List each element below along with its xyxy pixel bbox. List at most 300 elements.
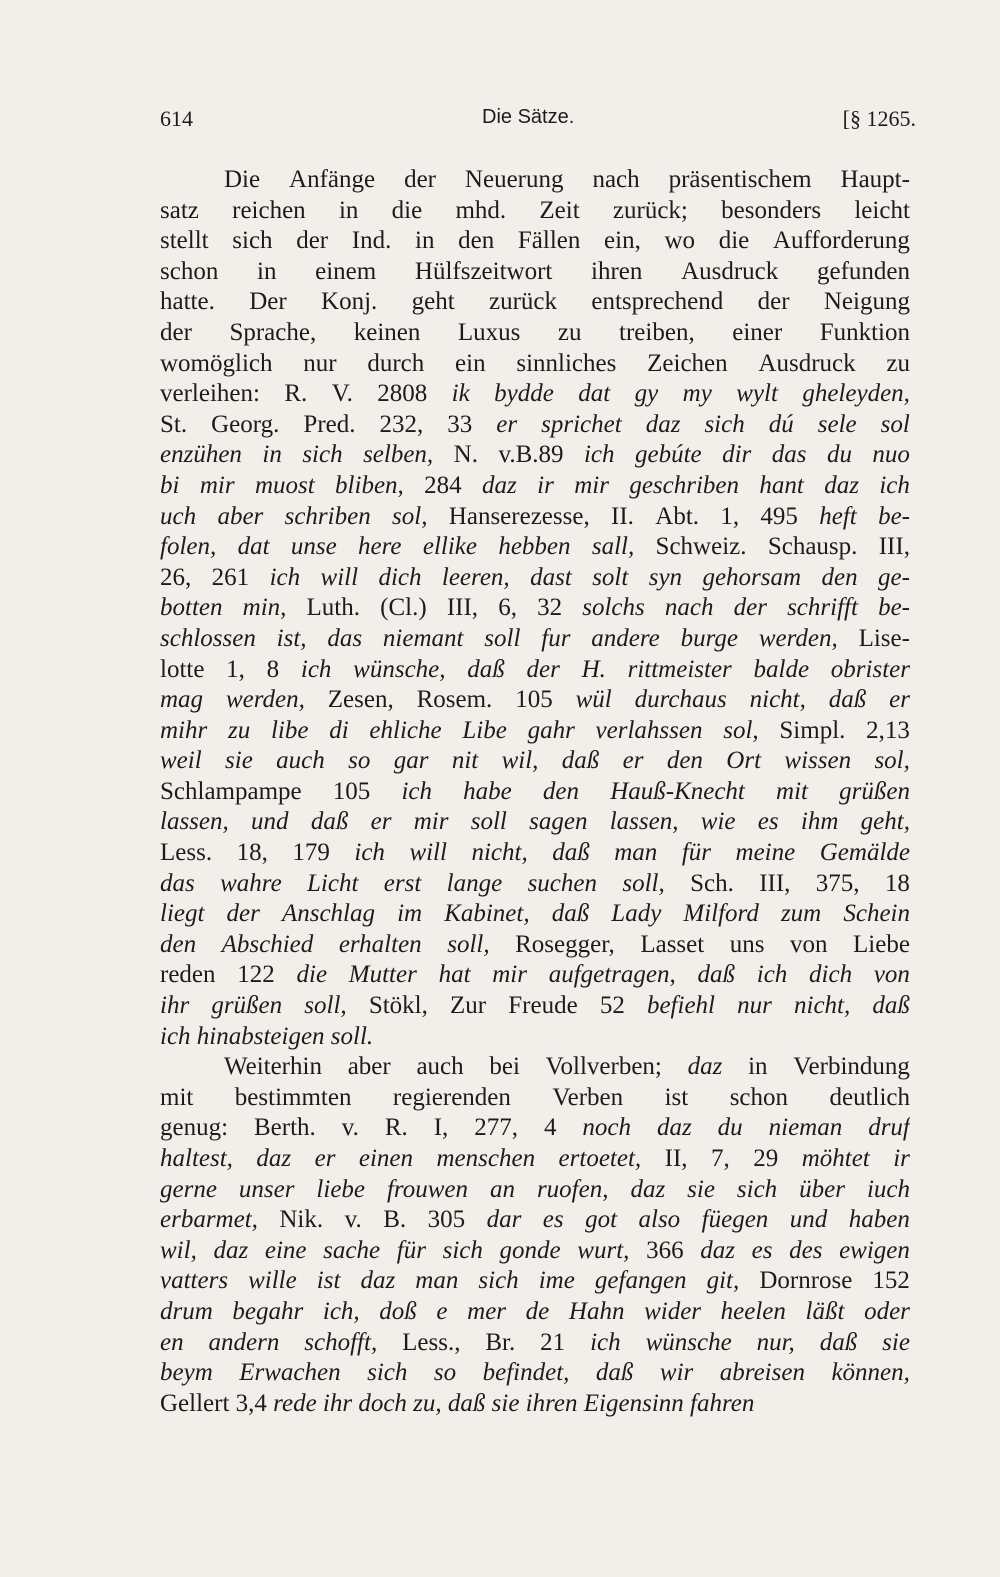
citation-word: ime — [538, 1267, 575, 1295]
word: Lasset — [640, 930, 705, 958]
citation-word: die — [296, 961, 328, 989]
citation-word: ich — [354, 839, 385, 867]
citation-word: daß — [552, 839, 590, 867]
citation-word: ist — [316, 1267, 341, 1295]
citation-word: soll, — [447, 930, 490, 958]
citation-word: frouwen — [386, 1175, 469, 1203]
citation-word: den — [160, 930, 197, 958]
citation-word: weil — [160, 747, 202, 775]
citation-word: daß — [551, 900, 590, 928]
word: zurück — [489, 288, 558, 316]
citation-word: befindet, — [482, 1359, 570, 1387]
citation-word: habe — [463, 777, 512, 805]
word: 366 — [646, 1236, 684, 1264]
word: Sprache, — [229, 318, 317, 346]
citation-word: dat — [578, 380, 611, 408]
citation-word: daz — [213, 1236, 249, 1264]
citation-word: gerne — [160, 1175, 217, 1203]
citation-word: soll, — [622, 869, 665, 897]
text-line — [160, 1266, 910, 1297]
citation-word: heelen — [720, 1297, 786, 1325]
citation-word: fur — [541, 624, 571, 652]
citation-word: soll — [470, 808, 507, 836]
text-line — [160, 624, 910, 655]
word: 2,13 — [866, 716, 910, 744]
citation-word: wir — [659, 1359, 694, 1387]
word: Anfänge — [289, 166, 376, 193]
citation-quote: rede ihr doch zu, daß sie ihren Eigensinn fahren — [273, 1389, 755, 1417]
citation-word: so — [348, 747, 371, 775]
text-line — [160, 440, 910, 471]
citation-word: sie — [225, 747, 253, 775]
word: 232, — [379, 410, 424, 438]
citation-word: füegen — [701, 1206, 769, 1234]
citation-word: wissen — [784, 747, 852, 775]
citation-word: hebben — [498, 533, 571, 561]
word: 18 — [884, 869, 910, 897]
citation-word: daz — [256, 1145, 292, 1172]
citation-word: es — [757, 808, 779, 836]
paragraph — [160, 165, 910, 1052]
text-line — [160, 899, 910, 930]
word: 284 — [424, 471, 462, 499]
word: St. — [160, 410, 188, 438]
citation-word: daz — [656, 1114, 692, 1142]
citation-word: ruofen, — [536, 1175, 609, 1203]
word: mit — [160, 1083, 194, 1111]
citation-word: begahr — [232, 1297, 304, 1325]
citation-word: hant — [759, 471, 804, 499]
citation-word: daz — [645, 410, 681, 438]
citation-word: wil, — [160, 1236, 197, 1264]
citation-word: von — [873, 961, 910, 989]
word: R. — [284, 380, 308, 408]
citation-word: andern — [208, 1328, 280, 1356]
word: Zesen, — [327, 686, 394, 714]
word: präsentischem — [668, 166, 812, 193]
citation-word: gonde — [499, 1236, 561, 1264]
citation-word: an — [489, 1175, 515, 1203]
word: durch — [367, 349, 425, 377]
citation-word: solchs — [582, 594, 645, 622]
word: Abt. — [655, 502, 700, 530]
citation-word: er — [314, 1145, 336, 1172]
citation-word: menschen — [436, 1145, 536, 1172]
word: ihren — [591, 257, 643, 285]
citation-word: gefangen — [594, 1267, 687, 1295]
citation-word: hat — [438, 961, 471, 989]
citation-word: ich, — [322, 1297, 360, 1325]
citation-word: so — [433, 1359, 457, 1387]
word: 29 — [753, 1145, 779, 1172]
citation-word: also — [638, 1206, 681, 1234]
citation-word: daß — [828, 686, 867, 714]
citation-word: sol — [880, 410, 910, 438]
citation-word: man — [415, 1267, 459, 1295]
word: uns — [729, 930, 765, 958]
word: 1, — [720, 502, 740, 530]
citation-word: es — [542, 1206, 564, 1234]
word: die — [391, 196, 423, 224]
citation-word: zum — [780, 900, 822, 928]
citation-word: gar — [393, 747, 429, 775]
citation-word: der — [526, 655, 560, 683]
word: hatte. — [160, 288, 215, 316]
word: Rosem. — [416, 686, 493, 714]
word: Verbindung — [793, 1053, 910, 1081]
citation-word: schriben — [284, 502, 371, 530]
citation-word: ik — [451, 380, 470, 408]
citation-word: ich — [590, 1328, 621, 1356]
text-line — [160, 410, 910, 441]
citation-word: my — [682, 380, 712, 408]
word: 105 — [515, 686, 553, 714]
word: Simpl. — [779, 716, 846, 744]
citation-word: Milford — [683, 900, 759, 928]
word: 122 — [237, 961, 275, 989]
citation-word: min, — [242, 594, 287, 622]
citation-word: Abschied — [221, 930, 314, 958]
text-line — [160, 532, 910, 563]
text-line — [160, 1083, 910, 1114]
citation-word: für — [396, 1236, 426, 1264]
citation-word: daß — [467, 655, 505, 683]
word: 8 — [266, 655, 280, 683]
citation-word: mir — [413, 808, 449, 836]
citation-word: das — [327, 624, 363, 652]
citation-word: dat — [237, 533, 270, 561]
citation-word: iuch — [866, 1175, 910, 1203]
citation-word: sich — [442, 1236, 483, 1264]
page-body — [160, 165, 910, 1419]
text-line — [160, 287, 910, 318]
word: in — [257, 257, 277, 285]
word: Schlampampe — [160, 777, 302, 805]
word: Die — [224, 166, 261, 193]
word: ist — [664, 1083, 689, 1111]
running-title: Die Sätze. — [482, 106, 575, 128]
word: in — [415, 227, 435, 255]
text-line — [160, 318, 910, 349]
word: Konj. — [321, 288, 378, 316]
citation-word: ich — [879, 471, 910, 499]
citation-word: dú — [768, 410, 794, 438]
word: in — [748, 1053, 768, 1081]
citation-word: zu — [227, 716, 251, 744]
citation-word: möhtet — [801, 1145, 870, 1172]
citation-word: suchen — [527, 869, 597, 897]
citation-word: nicht, — [471, 839, 528, 867]
word: Pred. — [303, 410, 356, 438]
word: Ausdruck — [681, 257, 779, 285]
citation-word: solt — [592, 563, 629, 591]
citation-word: schrifft — [787, 594, 858, 622]
word: zu — [557, 318, 582, 346]
word: 277, — [474, 1114, 519, 1142]
citation-word: haben — [848, 1206, 910, 1234]
word: der — [296, 227, 329, 255]
word: ein, — [604, 227, 641, 255]
citation-word: eine — [264, 1236, 307, 1264]
citation-word: daß — [561, 747, 600, 775]
citation-word: unser — [238, 1175, 295, 1203]
citation-word: gebúte — [634, 441, 702, 469]
citation-word: ihr — [160, 992, 190, 1020]
word: 105 — [332, 777, 371, 805]
text-line — [160, 1328, 910, 1359]
citation-word: wünsche, — [353, 655, 446, 683]
word: mhd. — [455, 196, 507, 224]
citation-word: daß — [595, 1359, 634, 1387]
word: bei — [489, 1053, 520, 1081]
word: 495 — [760, 502, 798, 530]
text-line — [160, 349, 910, 380]
word: deutlich — [829, 1083, 910, 1111]
page-header — [160, 106, 916, 136]
citation-word: Libe — [462, 716, 507, 744]
word: 7, — [711, 1145, 730, 1172]
word: zurück; — [612, 196, 688, 224]
word: 18, — [236, 839, 268, 867]
citation-word: ehliche — [369, 716, 442, 744]
word: Nik. — [279, 1206, 324, 1234]
citation-word: nur, — [756, 1328, 795, 1356]
citation-word: einen — [358, 1145, 414, 1172]
word: I, — [433, 1114, 449, 1142]
citation-word: gahr — [527, 716, 575, 744]
citation-word: aufgetragen, — [548, 961, 676, 989]
section-number: [§ 1265. — [842, 106, 916, 131]
citation-word: werden, — [758, 624, 838, 652]
citation-word: ich — [401, 777, 432, 805]
citation-word: Hahn — [568, 1297, 625, 1325]
word: Georg. — [211, 410, 280, 438]
citation-word: sich — [302, 441, 343, 469]
word: in — [338, 196, 359, 224]
citation-word: es — [751, 1236, 773, 1264]
text-line — [160, 716, 910, 747]
citation-word: man — [614, 839, 658, 867]
citation-word: lassen, — [609, 808, 679, 836]
word: Funktion — [819, 318, 910, 346]
word: schon — [160, 257, 219, 285]
citation-word: nicht, — [749, 686, 806, 714]
citation-word: gy — [634, 380, 659, 408]
word: geht — [411, 288, 455, 316]
citation-word: daz — [360, 1267, 396, 1295]
citation-word: Kabinet, — [444, 900, 530, 928]
citation-word: der — [733, 594, 767, 622]
word: 1, — [226, 655, 245, 683]
citation-word: daß — [872, 992, 910, 1020]
citation-word: e — [436, 1297, 448, 1325]
citation-word: du — [826, 441, 852, 469]
text-line — [160, 257, 910, 288]
citation-word: abreisen — [719, 1359, 805, 1387]
citation-word: können, — [831, 1359, 910, 1387]
citation-word: sol, — [723, 716, 759, 744]
citation-word: mir — [574, 471, 609, 499]
citation-word: Licht — [307, 869, 359, 897]
word: 305 — [427, 1206, 466, 1234]
citation-word: lange — [446, 869, 503, 897]
word: III, — [759, 869, 791, 897]
citation-word: haltest, — [160, 1145, 233, 1172]
word: v. — [344, 1206, 362, 1234]
citation-word: im — [397, 900, 423, 928]
word: Weiterhin — [224, 1053, 322, 1081]
citation-word: daß — [819, 1328, 858, 1356]
citation-word: wie — [700, 808, 736, 836]
citation-word: vatters — [160, 1267, 229, 1295]
citation-word: dir — [722, 441, 752, 469]
citation-word: dar — [486, 1206, 522, 1234]
citation-word: er — [496, 410, 518, 438]
citation-word: geschriben — [629, 471, 740, 499]
citation-word: Lady — [611, 900, 662, 928]
citation-word: nieman — [768, 1114, 843, 1142]
citation-word: be- — [878, 502, 910, 530]
word: Ausdruck — [758, 349, 856, 377]
citation-word: er — [889, 686, 910, 714]
word: aber — [347, 1053, 391, 1081]
citation-word: den — [542, 777, 580, 805]
word: Berth. — [254, 1114, 316, 1142]
word: Rosegger, — [515, 930, 615, 958]
citation-word: beym — [160, 1359, 213, 1387]
text-line — [160, 1175, 910, 1206]
word: keinen — [353, 318, 421, 346]
citation-word: wurt, — [577, 1236, 630, 1264]
citation-word: ewigen — [839, 1236, 910, 1264]
citation-word: will — [409, 839, 447, 867]
word: III, — [878, 533, 910, 561]
word: lotte — [160, 655, 205, 683]
text-line — [160, 1358, 910, 1389]
citation-word: sol, — [874, 747, 910, 775]
citation-word: schlossen — [160, 624, 256, 652]
citation-word: ich — [756, 961, 788, 989]
citation-word: liegt — [160, 900, 205, 928]
word: 6, — [498, 594, 517, 622]
word: Haupt- — [840, 166, 910, 193]
word: nach — [592, 166, 640, 193]
citation-word: nur — [737, 992, 772, 1020]
citation-word: sie — [687, 1175, 715, 1203]
citation-word: er — [622, 747, 644, 775]
citation-word: gehorsam — [702, 563, 802, 591]
citation-word: und — [789, 1206, 828, 1234]
citation-word: mag — [160, 686, 204, 714]
paragraph — [160, 1052, 910, 1419]
citation-word: daß — [310, 808, 349, 836]
citation-word: Ort — [726, 747, 762, 775]
citation-word: wahre — [220, 869, 282, 897]
citation-word: werden, — [225, 686, 305, 714]
citation-word: sol, — [392, 502, 428, 530]
word: den — [458, 227, 495, 255]
word: leicht — [854, 196, 910, 224]
word: Sch. — [690, 869, 734, 897]
word: 4 — [543, 1114, 557, 1142]
text-line — [160, 1236, 910, 1267]
citation-word: folen, — [160, 533, 217, 561]
text-line — [160, 502, 910, 533]
citation-word: grüßen — [211, 992, 283, 1020]
citation-word: ist, — [276, 624, 307, 652]
citation-word: du — [717, 1114, 743, 1142]
citation-word: ich — [269, 563, 301, 591]
word: 261 — [211, 563, 250, 591]
citation-word: über — [799, 1175, 845, 1203]
word: regierenden — [392, 1083, 511, 1111]
text-line — [160, 1297, 910, 1328]
word: 179 — [292, 839, 330, 867]
citation-word: dich — [378, 563, 422, 591]
word: 33 — [447, 410, 473, 438]
citation-word: liebe — [316, 1175, 366, 1203]
text-line — [160, 1022, 910, 1053]
citation-word: here — [358, 533, 402, 561]
citation-word: burge — [680, 624, 738, 652]
word: Hülfszeitwort — [414, 257, 553, 285]
citation-word: nuo — [872, 441, 910, 469]
citation-word: dich — [809, 961, 853, 989]
text-line — [160, 960, 910, 991]
citation-word: ellike — [422, 533, 477, 561]
citation-word: daz — [824, 471, 859, 499]
word: B. — [383, 1206, 407, 1234]
citation-word: den — [821, 563, 858, 591]
citation-word: er — [370, 808, 392, 836]
word: 2808 — [377, 380, 428, 408]
word: Br. — [485, 1328, 516, 1356]
citation-word: noch — [582, 1114, 632, 1142]
citation-word: für — [681, 839, 712, 867]
citation-word: sele — [817, 410, 857, 438]
word: entsprechend — [591, 288, 724, 316]
citation-word: botten — [160, 594, 223, 622]
word: stellt — [160, 227, 209, 255]
citation-word: uch — [160, 502, 197, 530]
text-line — [160, 1113, 910, 1144]
text-line — [160, 838, 910, 869]
word: der — [757, 288, 790, 316]
text-line — [160, 196, 910, 227]
citation-word: selben, — [363, 441, 434, 469]
citation-word: wül — [575, 686, 612, 714]
text-line — [160, 165, 910, 196]
citation-word: druf — [868, 1114, 910, 1142]
citation-word: daz — [700, 1236, 735, 1264]
citation-word: ihm — [800, 808, 839, 836]
word: 21 — [540, 1328, 566, 1356]
citation-word: syn — [648, 563, 683, 591]
citation-word: ir — [537, 471, 554, 499]
word: der — [404, 166, 436, 193]
citation-word: erhalten — [338, 930, 422, 958]
word: v. — [341, 1114, 359, 1142]
word: Zeit — [539, 196, 580, 224]
citation-word: geht, — [860, 808, 910, 836]
word: Lise- — [858, 624, 910, 652]
word: der — [160, 318, 192, 346]
citation-word: soll, — [304, 992, 347, 1020]
text-line — [160, 563, 910, 594]
citation-word: mihr — [160, 716, 208, 744]
citation-word: be- — [878, 594, 910, 622]
text-line — [160, 869, 910, 900]
